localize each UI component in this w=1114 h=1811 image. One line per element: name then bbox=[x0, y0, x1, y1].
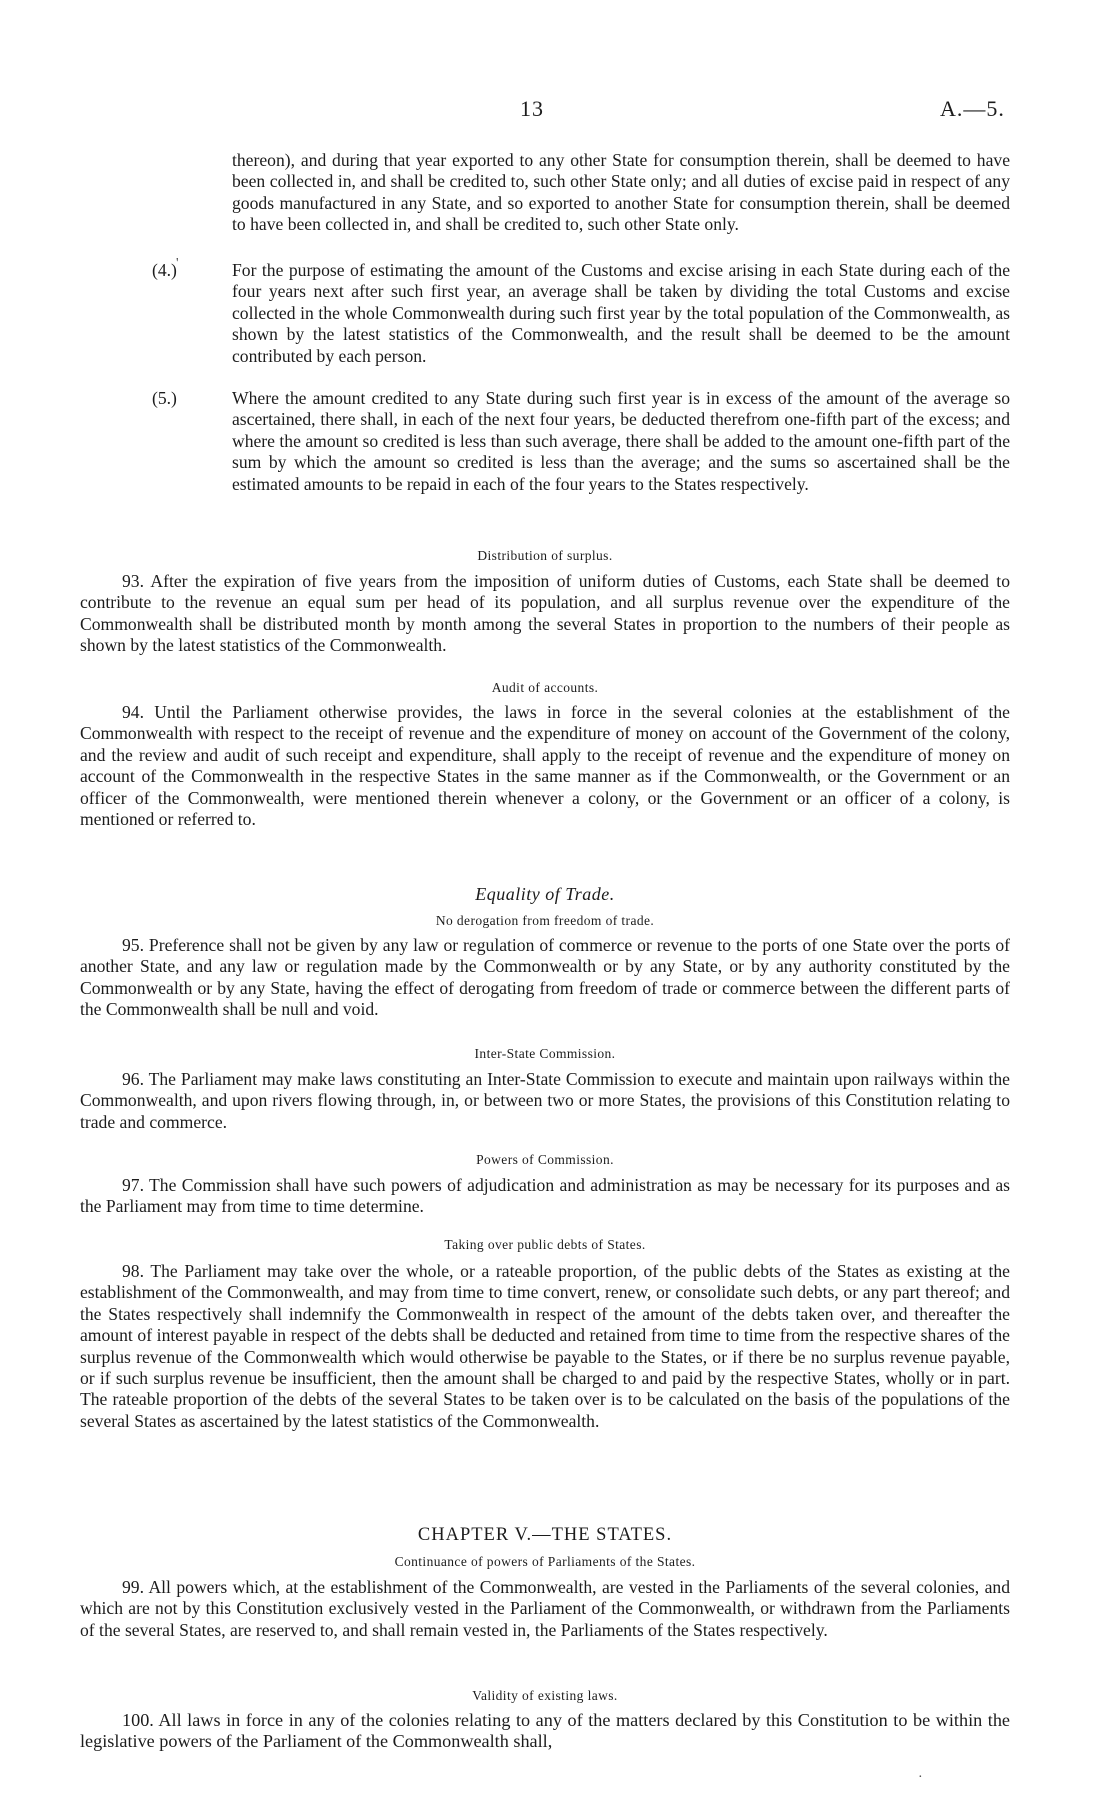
marginal-note: No derogation from freedom of trade. bbox=[435, 913, 655, 928]
subsection-text: For the purpose of estimating the amount of the Customs and excise arising in each State during each of the four years next after such first year, an average shall be taken by dividing the total Customs and excise collected in the whole Commonwealth during such first year by the total population of the Commonwealth, as shown by the latest statistics of the Commonwealth, and the result shall be deemed to be the amount contributed by each person. bbox=[232, 260, 1010, 366]
section-paragraph: 99. All powers which, at the establishment of the Commonwealth, are vested in the Parliaments of the several colonies, and which are not by this Constitution exclusively vested in the Parliament of the Commonwealth, or withdrawn from the Parliaments of the several States, are reserved to, and shall remain vested in, the Parliaments of the States respectively. bbox=[80, 1577, 1010, 1640]
marginal-note: Distribution of surplus. bbox=[477, 548, 613, 563]
marginal-note: Taking over public debts of States. bbox=[444, 1237, 646, 1252]
marginal-note: Audit of accounts. bbox=[491, 680, 599, 695]
part-title: Equality of Trade. bbox=[475, 884, 615, 904]
section-paragraph: 98. The Parliament may take over the whole, or a rateable proportion, of the public debts of the States as existing at the establishment of the Commonwealth, and may from time to time convert, renew, or consolidate such debts, or any part thereof; and the States respectively shall indemnify the Commonwealth in respect of the amount of the debts taken over, and thereafter the amount of interest payable in respect of the debts shall be deducted and retained from time to time from the respective shares of the surplus revenue of the Commonwealth which would otherwise be payable to the States, or if there be no surplus revenue payable, or if such surplus revenue be insufficient, then the amount shall be charged to and paid by the respective States, wholly or in part. The rateable proportion of the debts of the several States to be taken over is to be calculated on the basis of the populations of the several States as ascertained by the latest statistics of the Commonwealth. bbox=[80, 1261, 1010, 1431]
marginal-note: Inter-State Commission. bbox=[474, 1046, 616, 1061]
section-paragraph: 96. The Parliament may make laws constituting an Inter-State Commission to execute and maintain upon railways within the Commonwealth, and upon rivers flowing through, in, or between two or more States, the provisions of this Constitution relating to trade and commerce. bbox=[80, 1069, 1010, 1132]
marginal-note: Validity of existing laws. bbox=[472, 1688, 618, 1703]
document-reference: A.—5. bbox=[940, 96, 1005, 121]
subsection bbox=[152, 260, 1010, 367]
section-paragraph: 95. Preference shall not be given by any law or regulation of commerce or revenue to the ports of one State over the ports of another State, and any law or regulation made by the Commonwealth or by any State, or by any authority constituted by the Commonwealth or by any State, having the effect of derogating from freedom of trade or commerce between the different parts of the Commonwealth shall be null and void. bbox=[80, 935, 1010, 1020]
page-number: 13 bbox=[520, 96, 544, 121]
continuation-text: thereon), and during that year exported to any other State for consumption therein, shall be deemed to have been collected in, and shall be credited to, such other State only; and all duties of excise paid in respect of any goods manufactured in any State, and so exported to another State for consumption therein, shall be deemed to have been collected in, and shall be credited to, such other State only. bbox=[232, 150, 1010, 235]
subsection-number: (5.) bbox=[152, 388, 177, 408]
section-paragraph: 97. The Commission shall have such powers of adjudication and administration as may be necessary for its purposes and as the Parliament may from time to time determine. bbox=[80, 1175, 1010, 1217]
section-paragraph: 94. Until the Parliament otherwise provides, the laws in force in the several colonies at the establishment of the Commonwealth with respect to the receipt of revenue and the expenditure of money on account of the Government of the colony, and the review and audit of such receipt and expenditure, shall apply to the receipt of revenue and the expenditure of money on account of the Commonwealth in the respective States in the same manner as if the Commonwealth, or the Government or an officer of the Commonwealth, were mentioned therein whenever a colony, or the Government or an officer of a colony, is mentioned or referred to. bbox=[80, 702, 1010, 830]
section-paragraph: 93. After the expiration of five years from the imposition of uniform duties of Customs, each State shall be deemed to contribute to the revenue an equal sum per head of its population, and all surplus revenue over the expenditure of the Commonwealth shall be distributed month by month among the several States in proportion to the numbers of their people as shown by the latest statistics of the Commonwealth. bbox=[80, 571, 1010, 656]
scan-speck: ' bbox=[176, 256, 179, 271]
subsection bbox=[152, 388, 1010, 495]
marginal-note: Continuance of powers of Parliaments of the States. bbox=[394, 1554, 696, 1569]
chapter-heading: CHAPTER V.—THE STATES. bbox=[417, 1525, 673, 1545]
subsection-number: (4.) bbox=[152, 260, 177, 280]
section-paragraph: 100. All laws in force in any of the colonies relating to any of the matters declared by this Constitution to be within the legislative powers of the Parliament of the Commonwealth shall, bbox=[80, 1710, 1010, 1752]
marginal-note: Powers of Commission. bbox=[476, 1152, 614, 1167]
scan-speck: · bbox=[918, 1770, 923, 1785]
subsection-text: Where the amount credited to any State during such first year is in excess of the amount of the average so ascertained, there shall, in each of the next four years, be deducted therefrom one-fifth part of the excess; and where the amount so credited is less than such average, there shall be added to the amount one-fifth part of the sum by which the amount so credited is less than the average; and the sums so ascertained shall be the estimated amounts to be repaid in each of the four years to the States respectively. bbox=[232, 388, 1010, 494]
